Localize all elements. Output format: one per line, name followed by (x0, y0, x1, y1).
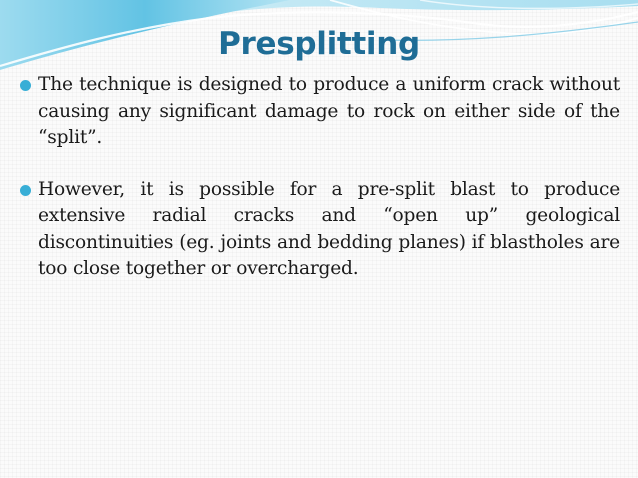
bullet-dot-icon (20, 185, 31, 196)
bullet-text: The technique is designed to produce a uniform crack without causing any significant damage to rock on either side of the “split”. (38, 74, 620, 148)
bullet-list (20, 72, 620, 283)
bullet-text: However, it is possible for a pre-split blast to produce extensive radial cracks and “open up” geological discontinuities (eg. joints and bedding planes) if blastholes are too close together or overcharged. (38, 178, 620, 279)
bullet-item (20, 177, 620, 283)
slide-title: Presplitting (218, 26, 420, 62)
bullet-item (20, 72, 620, 152)
bullet-dot-icon (20, 80, 31, 91)
